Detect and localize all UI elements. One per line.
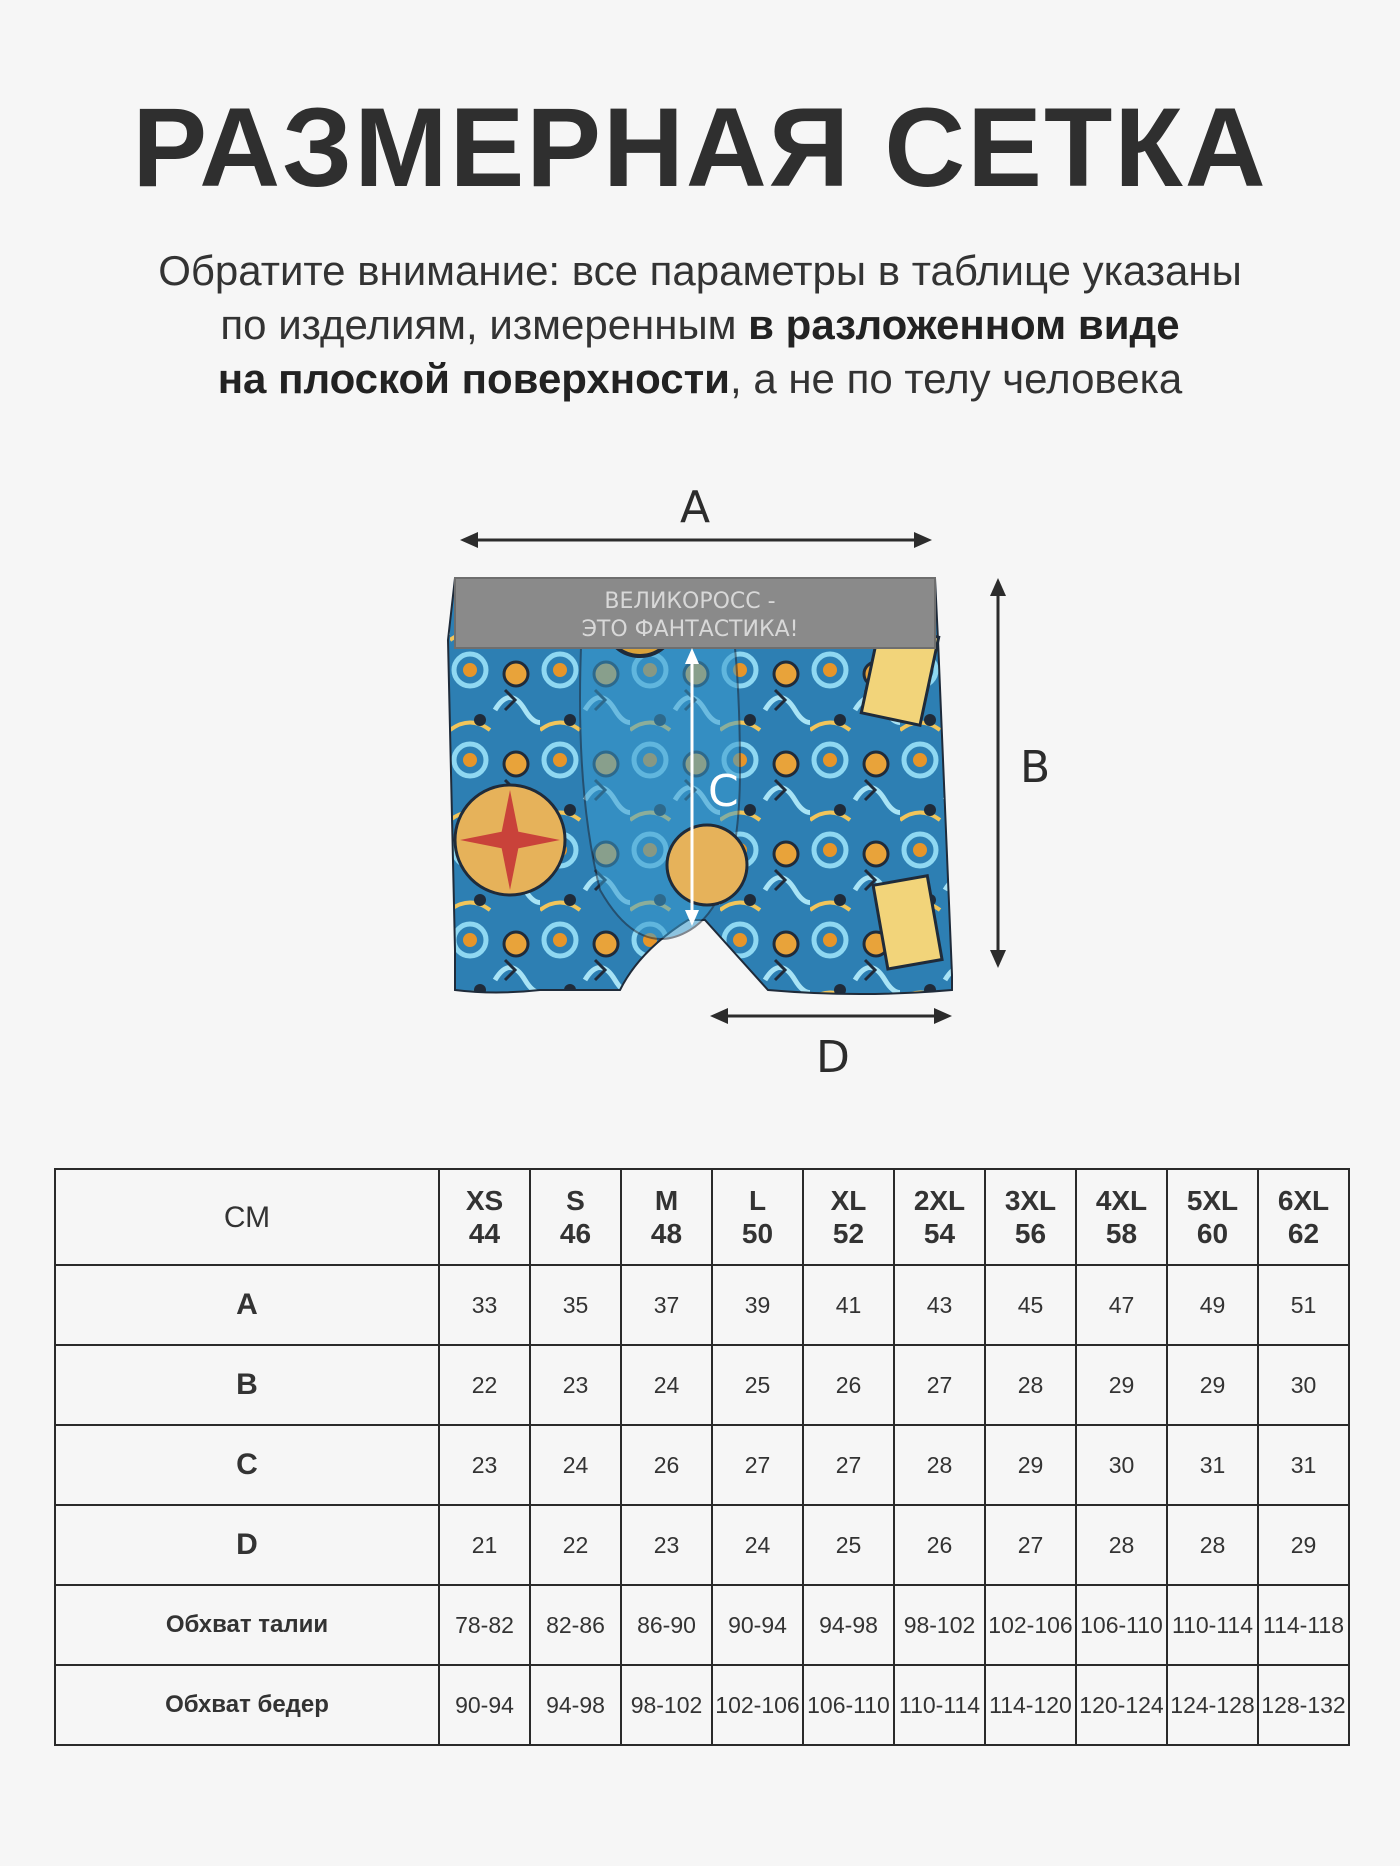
table-cell: 124-128: [1167, 1665, 1258, 1745]
table-cell: 102-106: [712, 1665, 803, 1745]
table-cell: 39: [712, 1265, 803, 1345]
page-title: РАЗМЕРНАЯ СЕТКА: [132, 85, 1268, 210]
size-header-cell: [530, 1169, 621, 1265]
waistband-text-2: ЭТО ФАНТАСТИКА!: [581, 617, 799, 642]
table-cell: 23: [530, 1345, 621, 1425]
row-label: D: [55, 1505, 439, 1585]
size-letter: 6XL: [1277, 1185, 1330, 1216]
size-number: 52: [832, 1218, 865, 1249]
table-cell: 37: [621, 1265, 712, 1345]
table-cell: 25: [712, 1345, 803, 1425]
table-row: [55, 1585, 1349, 1665]
table-cell: 110-114: [894, 1665, 985, 1745]
size-number: 62: [1287, 1218, 1320, 1249]
table-cell: 27: [894, 1345, 985, 1425]
size-header-cell: [985, 1169, 1076, 1265]
size-letter: L: [748, 1185, 767, 1216]
size-header-cell: [1167, 1169, 1258, 1265]
size-number: 58: [1105, 1218, 1138, 1249]
table-cell: 78-82: [439, 1585, 530, 1665]
table-cell: 102-106: [985, 1585, 1076, 1665]
table-cell: 98-102: [621, 1665, 712, 1745]
table-cell: 29: [1167, 1345, 1258, 1425]
size-number: 46: [559, 1218, 592, 1249]
table-cell: 30: [1258, 1345, 1349, 1425]
size-header-row: [55, 1169, 1349, 1265]
table-cell: 94-98: [530, 1665, 621, 1745]
table-row: [55, 1505, 1349, 1585]
table-row: [55, 1345, 1349, 1425]
table-cell: 23: [621, 1505, 712, 1585]
table-row: [55, 1665, 1349, 1745]
size-letter: 4XL: [1095, 1185, 1148, 1216]
size-number: 50: [741, 1218, 774, 1249]
table-cell: 26: [803, 1345, 894, 1425]
size-letter: 5XL: [1186, 1185, 1239, 1216]
notice-line-1: Обратите внимание: все параметры в таблице указаны: [158, 247, 1242, 294]
size-header-cell: [621, 1169, 712, 1265]
row-label: Обхват бедер: [55, 1665, 439, 1745]
table-cell: 120-124: [1076, 1665, 1167, 1745]
unit-header: СМ: [55, 1169, 439, 1265]
table-cell: 31: [1258, 1425, 1349, 1505]
table-cell: 23: [439, 1425, 530, 1505]
notice-emphasis-2: на плоской поверхности: [217, 355, 730, 402]
table-cell: 26: [894, 1505, 985, 1585]
table-cell: 24: [621, 1345, 712, 1425]
table-row: [55, 1265, 1349, 1345]
table-cell: 106-110: [803, 1665, 894, 1745]
table-cell: 31: [1167, 1425, 1258, 1505]
table-cell: 94-98: [803, 1585, 894, 1665]
size-number: 54: [923, 1218, 956, 1249]
row-label: A: [55, 1265, 439, 1345]
size-number: 48: [650, 1218, 683, 1249]
table-cell: 82-86: [530, 1585, 621, 1665]
notice-line-3: на плоской поверхности, а не по телу человека: [217, 355, 1183, 402]
size-header-cell: [894, 1169, 985, 1265]
table-cell: 27: [985, 1505, 1076, 1585]
size-header-cell: [712, 1169, 803, 1265]
size-header-cell: [803, 1169, 894, 1265]
table-cell: 114-120: [985, 1665, 1076, 1745]
notice-line-2: по изделиям, измеренным в разложенном виде: [220, 301, 1180, 348]
row-label: C: [55, 1425, 439, 1505]
table-cell: 45: [985, 1265, 1076, 1345]
size-letter: XS: [465, 1185, 504, 1216]
table-cell: 86-90: [621, 1585, 712, 1665]
arrow-d: [710, 1008, 952, 1024]
size-letter: 3XL: [1004, 1185, 1057, 1216]
table-cell: 41: [803, 1265, 894, 1345]
table-cell: 24: [530, 1425, 621, 1505]
table-row: [55, 1425, 1349, 1505]
table-cell: 30: [1076, 1425, 1167, 1505]
table-cell: 25: [803, 1505, 894, 1585]
size-header-cell: [1076, 1169, 1167, 1265]
table-cell: 51: [1258, 1265, 1349, 1345]
table-cell: 28: [894, 1425, 985, 1505]
table-cell: 24: [712, 1505, 803, 1585]
table-cell: 28: [985, 1345, 1076, 1425]
table-cell: 21: [439, 1505, 530, 1585]
garment-diagram: [0, 470, 1400, 1090]
table-cell: 49: [1167, 1265, 1258, 1345]
size-number: 44: [468, 1218, 501, 1249]
size-number: 56: [1014, 1218, 1047, 1249]
size-letter: S: [566, 1185, 585, 1216]
table-cell: 27: [712, 1425, 803, 1505]
table-cell: 128-132: [1258, 1665, 1349, 1745]
table-cell: 27: [803, 1425, 894, 1505]
row-label: Обхват талии: [55, 1585, 439, 1665]
notice-emphasis-1: в разложенном виде: [748, 301, 1180, 348]
boxer-briefs-illustration: [0, 470, 1400, 1090]
dimension-label-d: D: [816, 1032, 850, 1083]
size-letter: XL: [830, 1185, 867, 1216]
table-cell: 47: [1076, 1265, 1167, 1345]
table-cell: 43: [894, 1265, 985, 1345]
table-cell: 90-94: [439, 1665, 530, 1745]
arrow-b: [990, 578, 1006, 968]
table-cell: 98-102: [894, 1585, 985, 1665]
arrow-a: [460, 532, 932, 548]
table-cell: 90-94: [712, 1585, 803, 1665]
table-cell: 110-114: [1167, 1585, 1258, 1665]
table-cell: 33: [439, 1265, 530, 1345]
size-header-cell: [1258, 1169, 1349, 1265]
table-cell: 29: [1258, 1505, 1349, 1585]
dimension-label-a: A: [680, 482, 711, 533]
table-cell: 106-110: [1076, 1585, 1167, 1665]
size-letter: M: [654, 1185, 679, 1216]
table-cell: 29: [1076, 1345, 1167, 1425]
waistband-text-1: ВЕЛИКОРОСС -: [604, 589, 776, 614]
table-cell: 28: [1076, 1505, 1167, 1585]
dimension-label-c: C: [708, 766, 739, 817]
table-cell: 22: [439, 1345, 530, 1425]
table-cell: 29: [985, 1425, 1076, 1505]
table-cell: 35: [530, 1265, 621, 1345]
row-label: B: [55, 1345, 439, 1425]
size-letter: 2XL: [913, 1185, 966, 1216]
measurement-notice: [0, 244, 1400, 406]
table-cell: 26: [621, 1425, 712, 1505]
table-cell: 28: [1167, 1505, 1258, 1585]
dimension-label-b: B: [1020, 742, 1051, 793]
size-number: 60: [1196, 1218, 1229, 1249]
table-cell: 22: [530, 1505, 621, 1585]
size-chart-table: [54, 1168, 1350, 1746]
table-cell: 114-118: [1258, 1585, 1349, 1665]
size-header-cell: [439, 1169, 530, 1265]
